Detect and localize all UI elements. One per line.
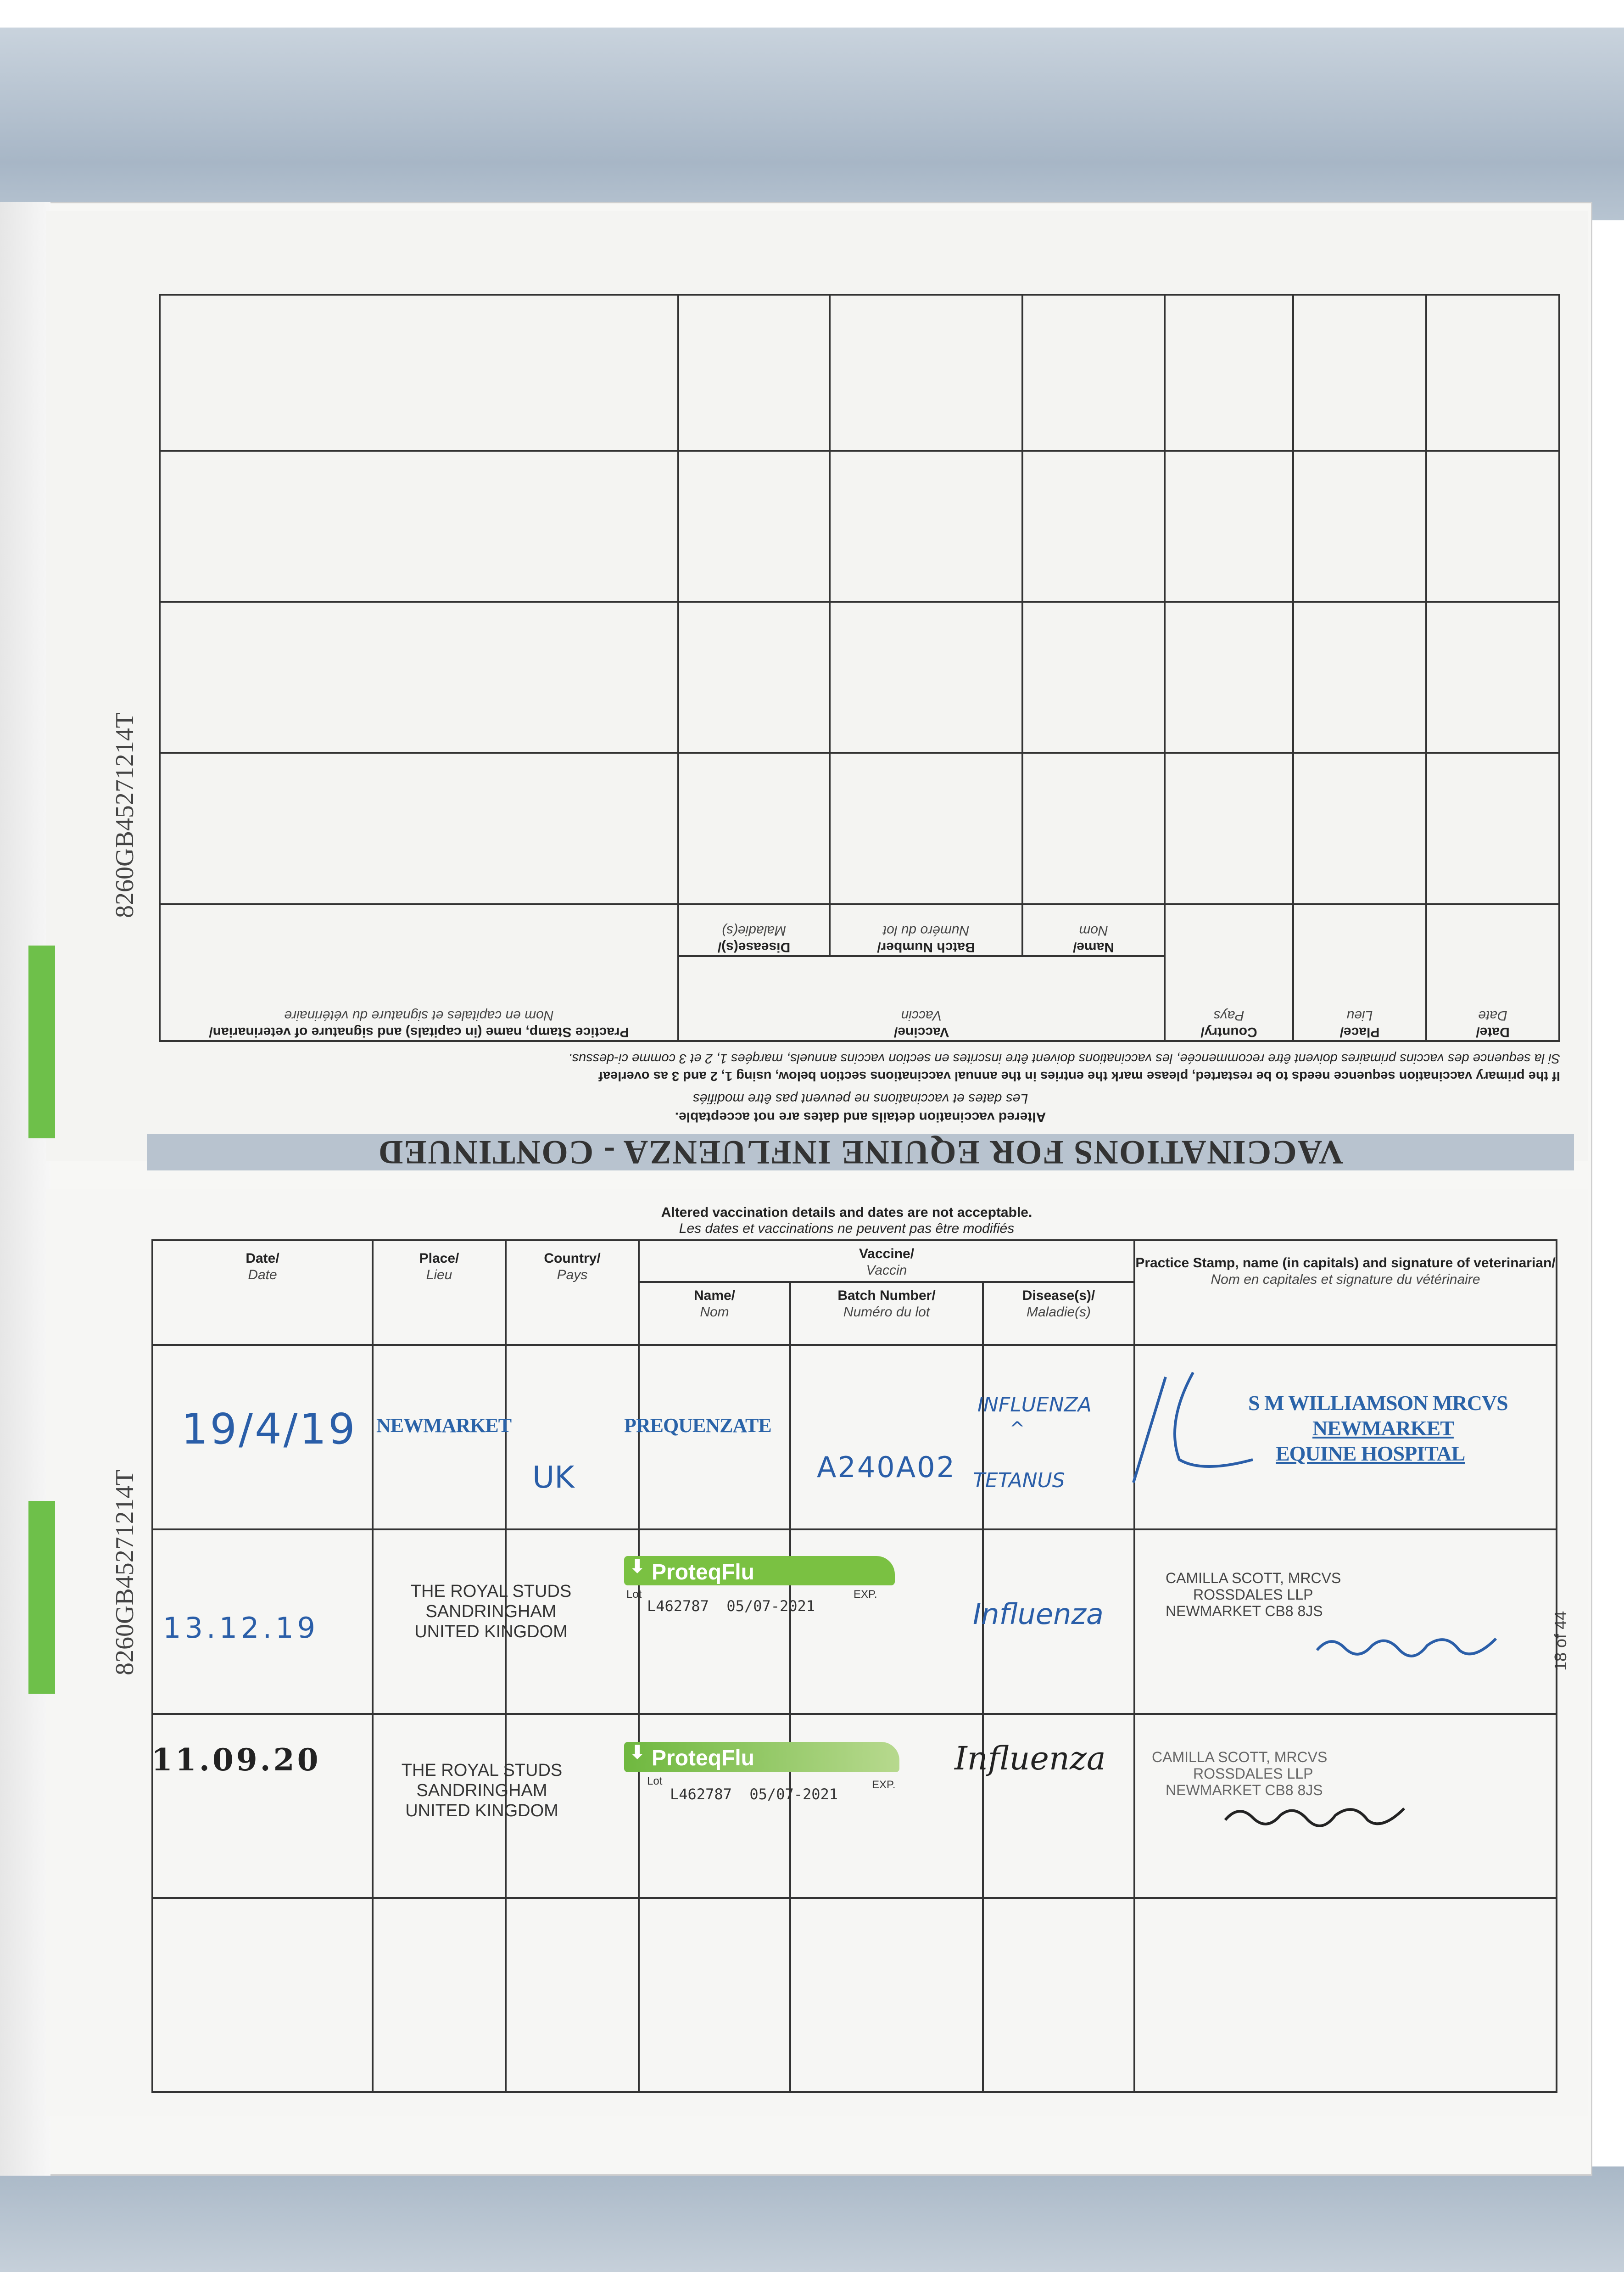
row2-lot-value: L462787 05/07-2021 — [647, 1597, 815, 1615]
scan-top-band — [0, 28, 1624, 220]
header-place: Place/ Lieu — [373, 1240, 506, 1345]
upper-vaccination-table — [159, 294, 1560, 1042]
header-disease: Disease(s)/ Maladie(s) — [983, 1282, 1134, 1345]
table-row — [152, 1898, 1557, 2092]
lower-notice-fr: Les dates et vaccinations ne peuvent pas être modifiés — [679, 1221, 1015, 1236]
passport-id-bottom: 8260GB45271214T — [111, 1470, 139, 1675]
row3-vaccine-brand: ProteqFlu — [652, 1746, 754, 1770]
row3-lot-value: L462787 05/07-2021 — [670, 1786, 838, 1803]
arrow-down-icon: ⬇ — [630, 1556, 645, 1577]
upper-header-disease: Disease(s)/ Maladie(s) — [678, 904, 830, 956]
row2-place: THE ROYAL STUDS SANDRINGHAM UNITED KINGDOM — [410, 1582, 572, 1641]
upper-notice-en: Altered vaccination details and dates are not acceptable. — [675, 1109, 1046, 1125]
row3-disease: Influenza — [954, 1740, 1106, 1777]
row2-disease: Influenza — [973, 1597, 1104, 1631]
upper-instruction-fr: Si la sequence des vaccins primaires doivent être recommencée, les vaccinations doivent être inscrites en section vaccins annuels, marqées 1, 2 et 3 comme ci-dessus. — [568, 1051, 1560, 1066]
row1-vet-line1: S M WILLIAMSON MRCVS — [1248, 1391, 1508, 1415]
row3-exp-label: EXP. — [872, 1779, 896, 1791]
header-date: Date/ Date — [152, 1240, 373, 1345]
caret-icon: ^ — [1010, 1418, 1025, 1439]
row3-vaccine-label — [624, 1742, 899, 1806]
row2-date: 13.12.19 — [163, 1611, 319, 1645]
row1-signature — [1124, 1368, 1262, 1496]
row2-signature — [1312, 1629, 1505, 1671]
green-tab-top — [28, 946, 55, 1138]
row2-vaccine-label — [624, 1556, 895, 1616]
row3-signature — [1221, 1799, 1413, 1841]
upper-section-title: VACCINATIONS FOR EQUINE INFLUENZA - CONTINUED — [147, 1134, 1574, 1170]
header-batch: Batch Number/ Numéro du lot — [790, 1282, 983, 1345]
row1-country: UK — [532, 1460, 575, 1495]
row1-place: NEWMARKET — [376, 1414, 512, 1437]
upper-table-row — [160, 753, 1559, 904]
row2-lot-label: Lot — [626, 1588, 642, 1601]
row3-place: THE ROYAL STUDS SANDRINGHAM UNITED KINGDOM — [401, 1761, 563, 1820]
upper-header-country: Country/ Pays — [1165, 904, 1293, 1041]
row1-batch: A240A02 — [817, 1450, 956, 1484]
header-country: Country/ Pays — [506, 1240, 639, 1345]
upper-notice-fr: Les dates et vaccinations ne peuvent pas être modifiés — [692, 1091, 1028, 1106]
upper-page-rotated — [161, 294, 1560, 1170]
upper-table-row — [160, 295, 1559, 451]
row3-lot-label: Lot — [647, 1775, 663, 1787]
upper-header-place: Place/ Lieu — [1293, 904, 1426, 1041]
upper-header-vaccine: Vaccine/ Vaccin — [678, 956, 1165, 1041]
upper-header-batch: Batch Number/ Numéro du lot — [830, 904, 1022, 956]
upper-header-name: Name/ Nom — [1022, 904, 1165, 956]
row1-vet-line3: EQUINE HOSPITAL — [1276, 1442, 1465, 1465]
upper-instruction-en: If the primary vaccination sequence needs to be restarted, please mark the entries in the annual vaccinations section below, using 1, 2 and 3 as overleaf — [598, 1069, 1560, 1083]
passport-id-top: 8260GB45271214T — [111, 712, 139, 918]
passport-spine — [0, 202, 50, 2176]
row1-vet-line2: NEWMARKET — [1312, 1416, 1454, 1440]
upper-table-row — [160, 602, 1559, 753]
upper-header-date: Date/ Date — [1426, 904, 1559, 1041]
row2-exp-label: EXP. — [854, 1588, 877, 1601]
scan-bottom-band — [0, 2166, 1624, 2272]
upper-table-row — [160, 451, 1559, 602]
row2-vet-stamp: CAMILLA SCOTT, MRCVS ROSSDALES LLP NEWMARKET CB8 8JS — [1166, 1570, 1341, 1619]
green-tab-bottom — [28, 1501, 55, 1694]
arrow-down-icon: ⬇ — [630, 1742, 645, 1763]
row3-vet-stamp: CAMILLA SCOTT, MRCVS ROSSDALES LLP NEWMARKET CB8 8JS — [1152, 1749, 1328, 1798]
row1-disease-2: TETANUS — [973, 1469, 1065, 1492]
row3-date: 11.09.20 — [151, 1742, 321, 1778]
header-stamp: Practice Stamp, name (in capitals) and signature of veterinarian/ Nom en capitales et signature du vétérinaire — [1134, 1240, 1557, 1345]
page-number: 18 of 44 — [1551, 1611, 1570, 1671]
row2-vaccine-brand: ProteqFlu — [652, 1560, 754, 1584]
upper-header-stamp: Practice Stamp, name (in capitals) and signature of veterinarian/ Nom en capitales et signature du vétérinaire — [160, 904, 678, 1041]
header-name: Name/ Nom — [639, 1282, 790, 1345]
row1-date: 19/4/19 — [181, 1405, 357, 1454]
header-vaccine: Vaccine/ Vaccin — [639, 1240, 1134, 1282]
row1-vaccine-name: PREQUENZATE — [624, 1414, 771, 1437]
lower-notice-en: Altered vaccination details and dates are not acceptable. — [661, 1205, 1032, 1220]
row1-disease-1: INFLUENZA — [977, 1393, 1092, 1416]
